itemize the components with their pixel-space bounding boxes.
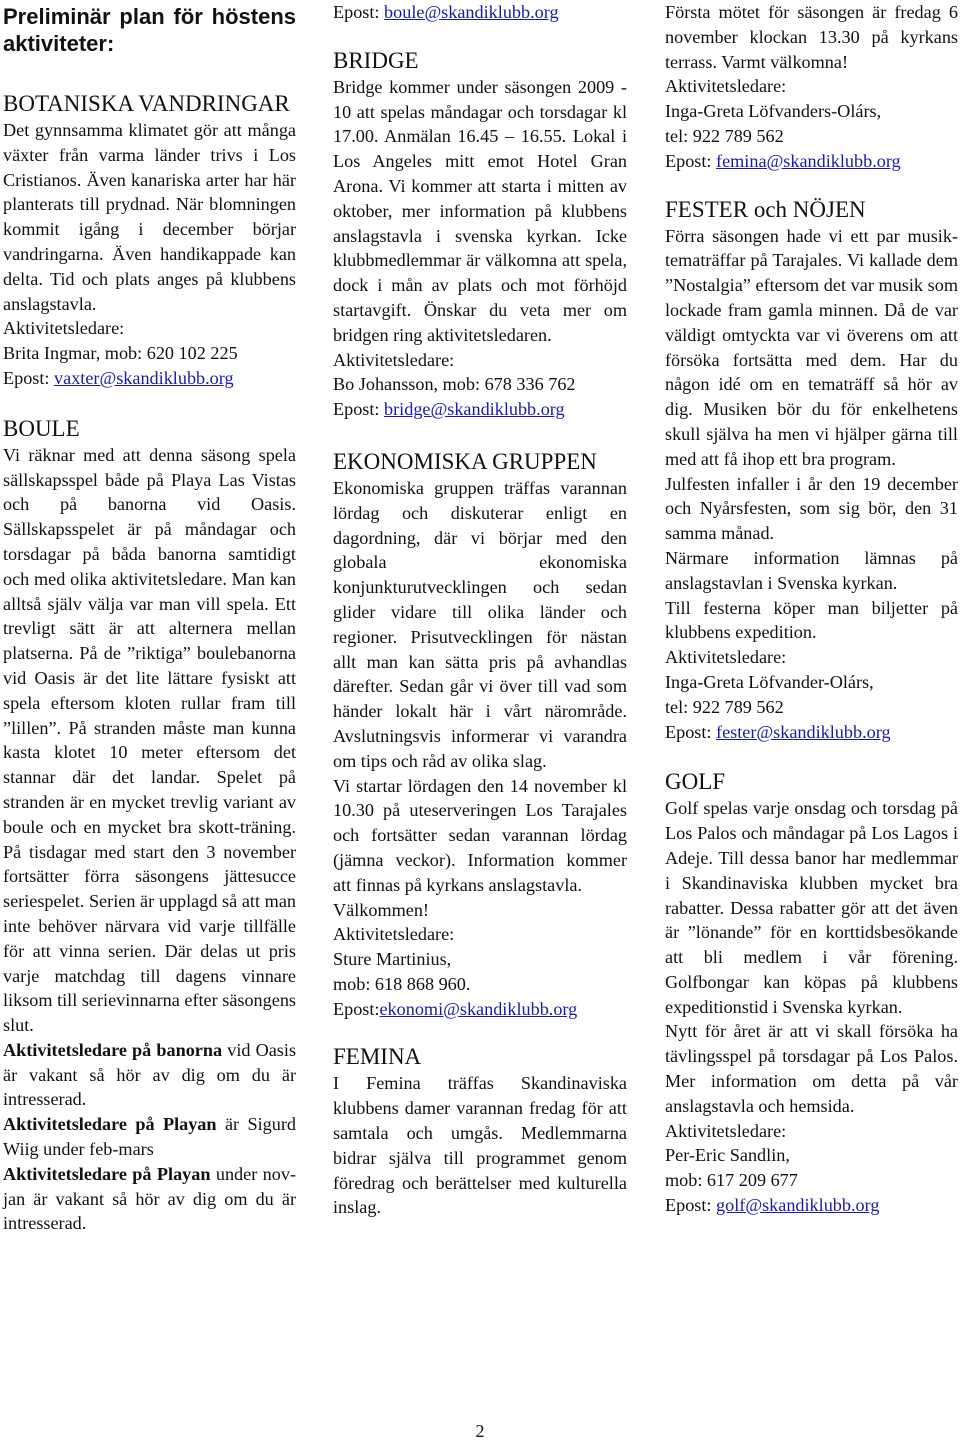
email-line (665, 149, 958, 174)
section-body: Förra säsongen hade vi ett par musik-tematräffar på Tarajales. Vi kallade dem ”Nostalgia” eftersom det var musik som lockade fram gamla minnen. Då de var väldigt omtyckta var vi överens om att försöka fortsätta med dem. Har du någon idé om en tematräff så hör av dig. Musiken bör du för enkelhetens skull själva ha men vi hjälper gärna till med att få ihop ett bra program. (665, 225, 958, 469)
note-text: under nov-jan är vakant så hör av dig om du är intresserad. (3, 1163, 296, 1234)
email-line (333, 397, 627, 422)
section-body: Vi räknar med att denna säsong spela sällskapsspel både på Playa Las Vistas och på banorna vid Oasis. Sällskapsspelet är på måndagar och torsdagar på båda banorna samtidigt och med olika aktivitetsledare. Man kan alltså själv välja var man vill spela. Ett trevligt sätt är att alternera mellan platserna. På de ”riktiga” boulebanorna vid Oasis är det lite lättare fysiskt att spela eftersom kloten rullar fram till ”lillen”. På stranden måste man kunna kasta klotet 10 meter eftersom det stannar där det landar. Spelet på stranden är en mycket trevlig variant av boule och en mycket bra skott-träning. På tisdagar med start den 3 november fortsätter förra säsongens jättesucce seriespelet. Serien är upplagd så att man inte behöver närvara vid varje tillfälle för att vinna serien. Där delas ut pris varje matchdag till dagens vinnare liksom till serievinnarna efter säsongens slut. (3, 444, 296, 1036)
section-botaniska (3, 90, 296, 391)
column-1 (3, 0, 296, 1236)
email-line (3, 366, 296, 391)
section-body-2: Vi startar lördagen den 14 november kl 10.30 på uteserveringen Los Tarajales och fortsätter sedan varannan lördag (jämna veckor). Information kommer att finnas på kyrkans anslagstavla. (333, 775, 627, 895)
boule-note-playan-feb (3, 1112, 296, 1162)
section-fester (665, 196, 958, 745)
leader-phone: tel: 922 789 562 (665, 125, 784, 146)
email-link[interactable]: vaxter@skandiklubb.org (54, 367, 234, 388)
leader-label: Aktivitetsledare: (333, 349, 455, 370)
section-ekonomi (333, 448, 627, 1022)
section-body-4: Till festerna köper man biljetter på klubbens expedition. (665, 597, 958, 643)
email-link[interactable]: femina@skandiklubb.org (716, 150, 901, 171)
welcome-text: Välkommen! (333, 899, 429, 920)
section-body: Bridge kommer under säsongen 2009 - 10 att spelas måndagar och torsdagar kl 17.00. Anmälan 16.45 – 16.55. Lokal i Los Angeles mitt emot Hotel Gran Arona. Vi kommer att starta i mitten av oktober, mer information på klubbens anslagstavla i svenska kyrkan. Icke klubbmedlemmar är välkomna att spela, dock i mån av plats och mot förhöjd startavgift. Önskar du veta mer om bridgen ring aktivitetsledaren. (333, 76, 627, 345)
section-femina-continued (665, 0, 958, 174)
section-heading: GOLF (665, 769, 726, 795)
section-femina (333, 1043, 627, 1220)
email-link[interactable]: bridge@skandiklubb.org (384, 399, 565, 420)
leader-mobile: mob: 617 209 677 (665, 1170, 798, 1191)
leader-name: Inga-Greta Löfvanders-Olárs, (665, 101, 882, 122)
email-line (333, 997, 627, 1022)
section-heading: FESTER och NÖJEN (665, 196, 866, 222)
email-label: Epost: (665, 721, 712, 742)
section-heading: BRIDGE (333, 47, 419, 73)
email-link[interactable]: golf@skandiklubb.org (716, 1195, 880, 1216)
leader-contact: Bo Johansson, mob: 678 336 762 (333, 374, 576, 395)
leader-label: Aktivitetsledare: (3, 318, 125, 339)
section-heading: FEMINA (333, 1044, 422, 1070)
email-label: Epost: (333, 2, 380, 22)
section-body-3: Närmare information lämnas på anslagstavlan i Svenska kyrkan. (665, 547, 958, 593)
section-body: I Femina träffas Skandinaviska klubbens damer varannan fredag för att samtala och umgås. Medlemmarna bidrar själva till programmet genom föredrag och berättelser med kulturella inslag. (333, 1073, 627, 1218)
note-label: Aktivitetsledare på Playan (3, 1114, 217, 1135)
page-title: Preliminär plan för höstens aktiviteter: (3, 4, 296, 56)
email-link[interactable]: boule@skandiklubb.org (384, 2, 559, 22)
leader-name: Sture Martinius, (333, 949, 452, 970)
section-body-2: Julfesten infaller i år den 19 december och Nyårsfesten, som sig bör, den 31 samma månad. (665, 473, 958, 544)
page-number: 2 (475, 1421, 485, 1441)
boule-note-banorna (3, 1038, 296, 1112)
leader-label: Aktivitetsledare: (333, 924, 455, 945)
note-label: Aktivitetsledare på Playan (3, 1163, 211, 1184)
email-link[interactable]: ekonomi@skandiklubb.org (379, 998, 578, 1019)
section-body-2: Första mötet för säsongen är fredag 6 november klockan 13.30 på kyrkans terrass. Varmt välkomna! (665, 2, 958, 72)
leader-label: Aktivitetsledare: (665, 647, 787, 668)
section-golf (665, 768, 958, 1218)
leader-name: Inga-Greta Löfvander-Olárs, (665, 671, 874, 692)
section-body: Det gynnsamma klimatet gör att många växter från varma länder trivs i Los Cristianos. Även kanariska arter har här planterats till prydnad. När blomningen kommit igång i december börjar vandringarna. Även handikappade kan delta. Tid och plats anges på klubbens anslagstavla. (3, 120, 296, 314)
email-label: Epost: (333, 399, 380, 420)
leader-name: Per-Eric Sandlin, (665, 1145, 790, 1166)
email-line (665, 1193, 958, 1218)
section-heading: BOTANISKA VANDRINGAR (3, 91, 290, 116)
email-label: Epost: (333, 998, 380, 1019)
leader-label: Aktivitetsledare: (665, 76, 787, 97)
email-label: Epost: (665, 1195, 712, 1216)
boule-note-playan-nov (3, 1162, 296, 1236)
section-boule (3, 415, 296, 1237)
boule-email-line (333, 0, 627, 25)
email-label: Epost: (665, 150, 712, 171)
email-label: Epost: (3, 367, 50, 388)
leader-mobile: mob: 618 868 960. (333, 973, 471, 994)
section-body: Golf spelas varje onsdag och torsdag på Los Palos och måndagar på Los Lagos i Adeje. Till dessa banor har medlemmar i Skandinaviska klubben mycket bra rabatter. Dessa rabatter gör att det även är ”lönande” för en korttidsbesökande att bli medlem i vår förening. Golfbongar kan köpas på klubbens expeditionstid i Svenska kyrkan. (665, 798, 958, 1017)
section-heading: BOULE (3, 415, 80, 441)
leader-contact: Brita Ingmar, mob: 620 102 225 (3, 343, 238, 364)
note-text: är Sigurd Wiig under feb-mars (3, 1114, 297, 1160)
leader-label: Aktivitetsledare: (665, 1120, 787, 1141)
leader-phone: tel: 922 789 562 (665, 696, 784, 717)
email-line (665, 720, 958, 745)
column-2 (333, 0, 627, 1220)
email-link[interactable]: fester@skandiklubb.org (716, 721, 891, 742)
column-3 (665, 0, 958, 1218)
section-heading: EKONOMISKA GRUPPEN (333, 448, 597, 474)
note-label: Aktivitetsledare på banorna (3, 1039, 223, 1060)
section-bridge (333, 47, 627, 422)
section-body-2: Nytt för året är att vi skall försöka ha tävlingsspel på torsdagar på Los Palos. Mer information om detta på vår anslagstavla och hemsida. (665, 1021, 958, 1116)
note-text: vid Oasis är vakant så hör av dig om du är intresserad. (3, 1039, 297, 1110)
section-body: Ekonomiska gruppen träffas varannan lördag och diskuterar enligt en dagordning, där vi börjar med den globala ekonomiska konjunkturutvecklingen och sedan glider vidare till olika länder och regioner. Prisutvecklingen för nästan allt man kan sätta pris på avhandlas därefter. Sedan går vi över till vad som händer lokalt här i vårt närområde. Avslutningsvis informerar vi varandra om tips och råd av olika slag. (333, 477, 627, 771)
